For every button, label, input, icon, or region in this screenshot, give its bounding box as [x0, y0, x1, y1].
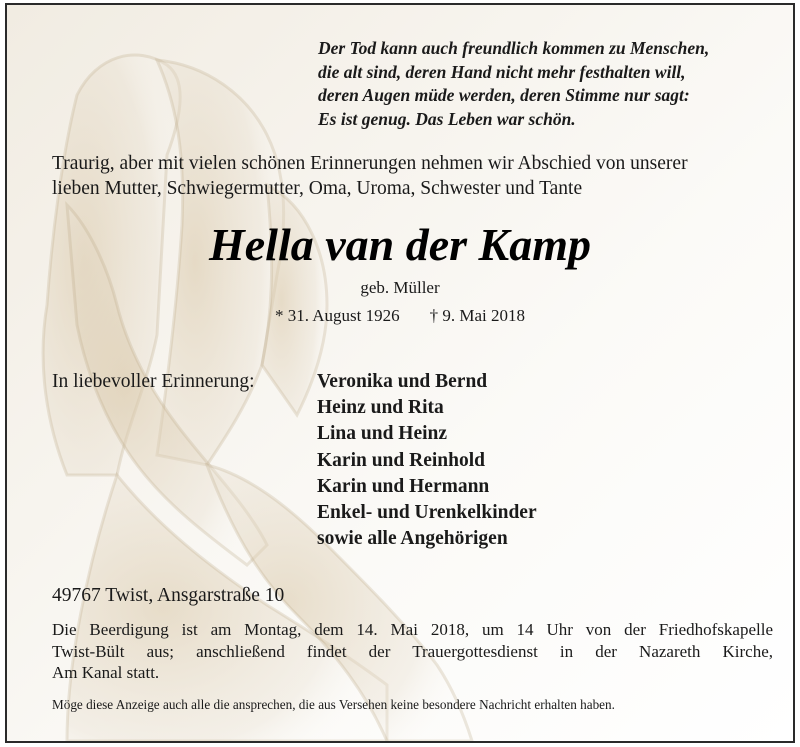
verse-line: deren Augen müde werden, deren Stimme nur sagt: — [318, 85, 690, 105]
funeral-info — [52, 619, 773, 684]
verse-line: Es ist genug. Das Leben war schön. — [318, 108, 576, 129]
funeral-line: Am Kanal statt. — [52, 663, 160, 682]
deceased-name: Hella van der Kamp — [208, 219, 592, 270]
address: 49767 Twist, Ansgarstraße 10 — [52, 585, 285, 606]
mourner: Karin und Reinhold — [317, 449, 485, 471]
birth-name: geb. Müller — [360, 278, 440, 297]
birth-date: * 31. August 1926 — [274, 306, 400, 325]
intro-text — [52, 151, 787, 201]
verse-line: Der Tod kann auch freundlich kommen zu Menschen, — [318, 38, 710, 58]
funeral-line: Twist-Bült aus; anschließend findet der Trauergottesdienst in der Nazareth Kirche, — [52, 641, 773, 661]
mourner: Heinz und Rita — [317, 397, 444, 419]
mourner: Veronika und Bernd — [317, 371, 488, 392]
mourner: Lina und Heinz — [317, 423, 448, 445]
death-date: † 9. Mai 2018 — [429, 306, 526, 325]
intro-line: Traurig, aber mit vielen schönen Erinnerungen nehmen wir Abschied von unserer — [52, 153, 688, 174]
funeral-line: Die Beerdigung ist am Montag, dem 14. Mai 2018, um 14 Uhr von der Friedhofskapelle — [52, 620, 773, 639]
obituary-card — [5, 3, 795, 743]
mourner: sowie alle Angehörigen — [317, 528, 508, 550]
intro-line: lieben Mutter, Schwiegermutter, Oma, Uroma, Schwester und Tante — [52, 178, 583, 199]
mourner: Enkel- und Urenkelkinder — [317, 502, 537, 524]
life-dates — [7, 305, 793, 327]
footer-note: Möge diese Anzeige auch alle die ansprechen, die aus Versehen keine besondere Nachricht erhalten haben. — [52, 697, 615, 712]
verse-line: die alt sind, deren Hand nicht mehr festhalten will, — [318, 61, 686, 82]
mourners-list — [317, 369, 537, 552]
mourner: Karin und Hermann — [317, 475, 490, 497]
verse — [318, 37, 778, 131]
remembrance-label: In liebevoller Erinnerung: — [52, 371, 255, 392]
